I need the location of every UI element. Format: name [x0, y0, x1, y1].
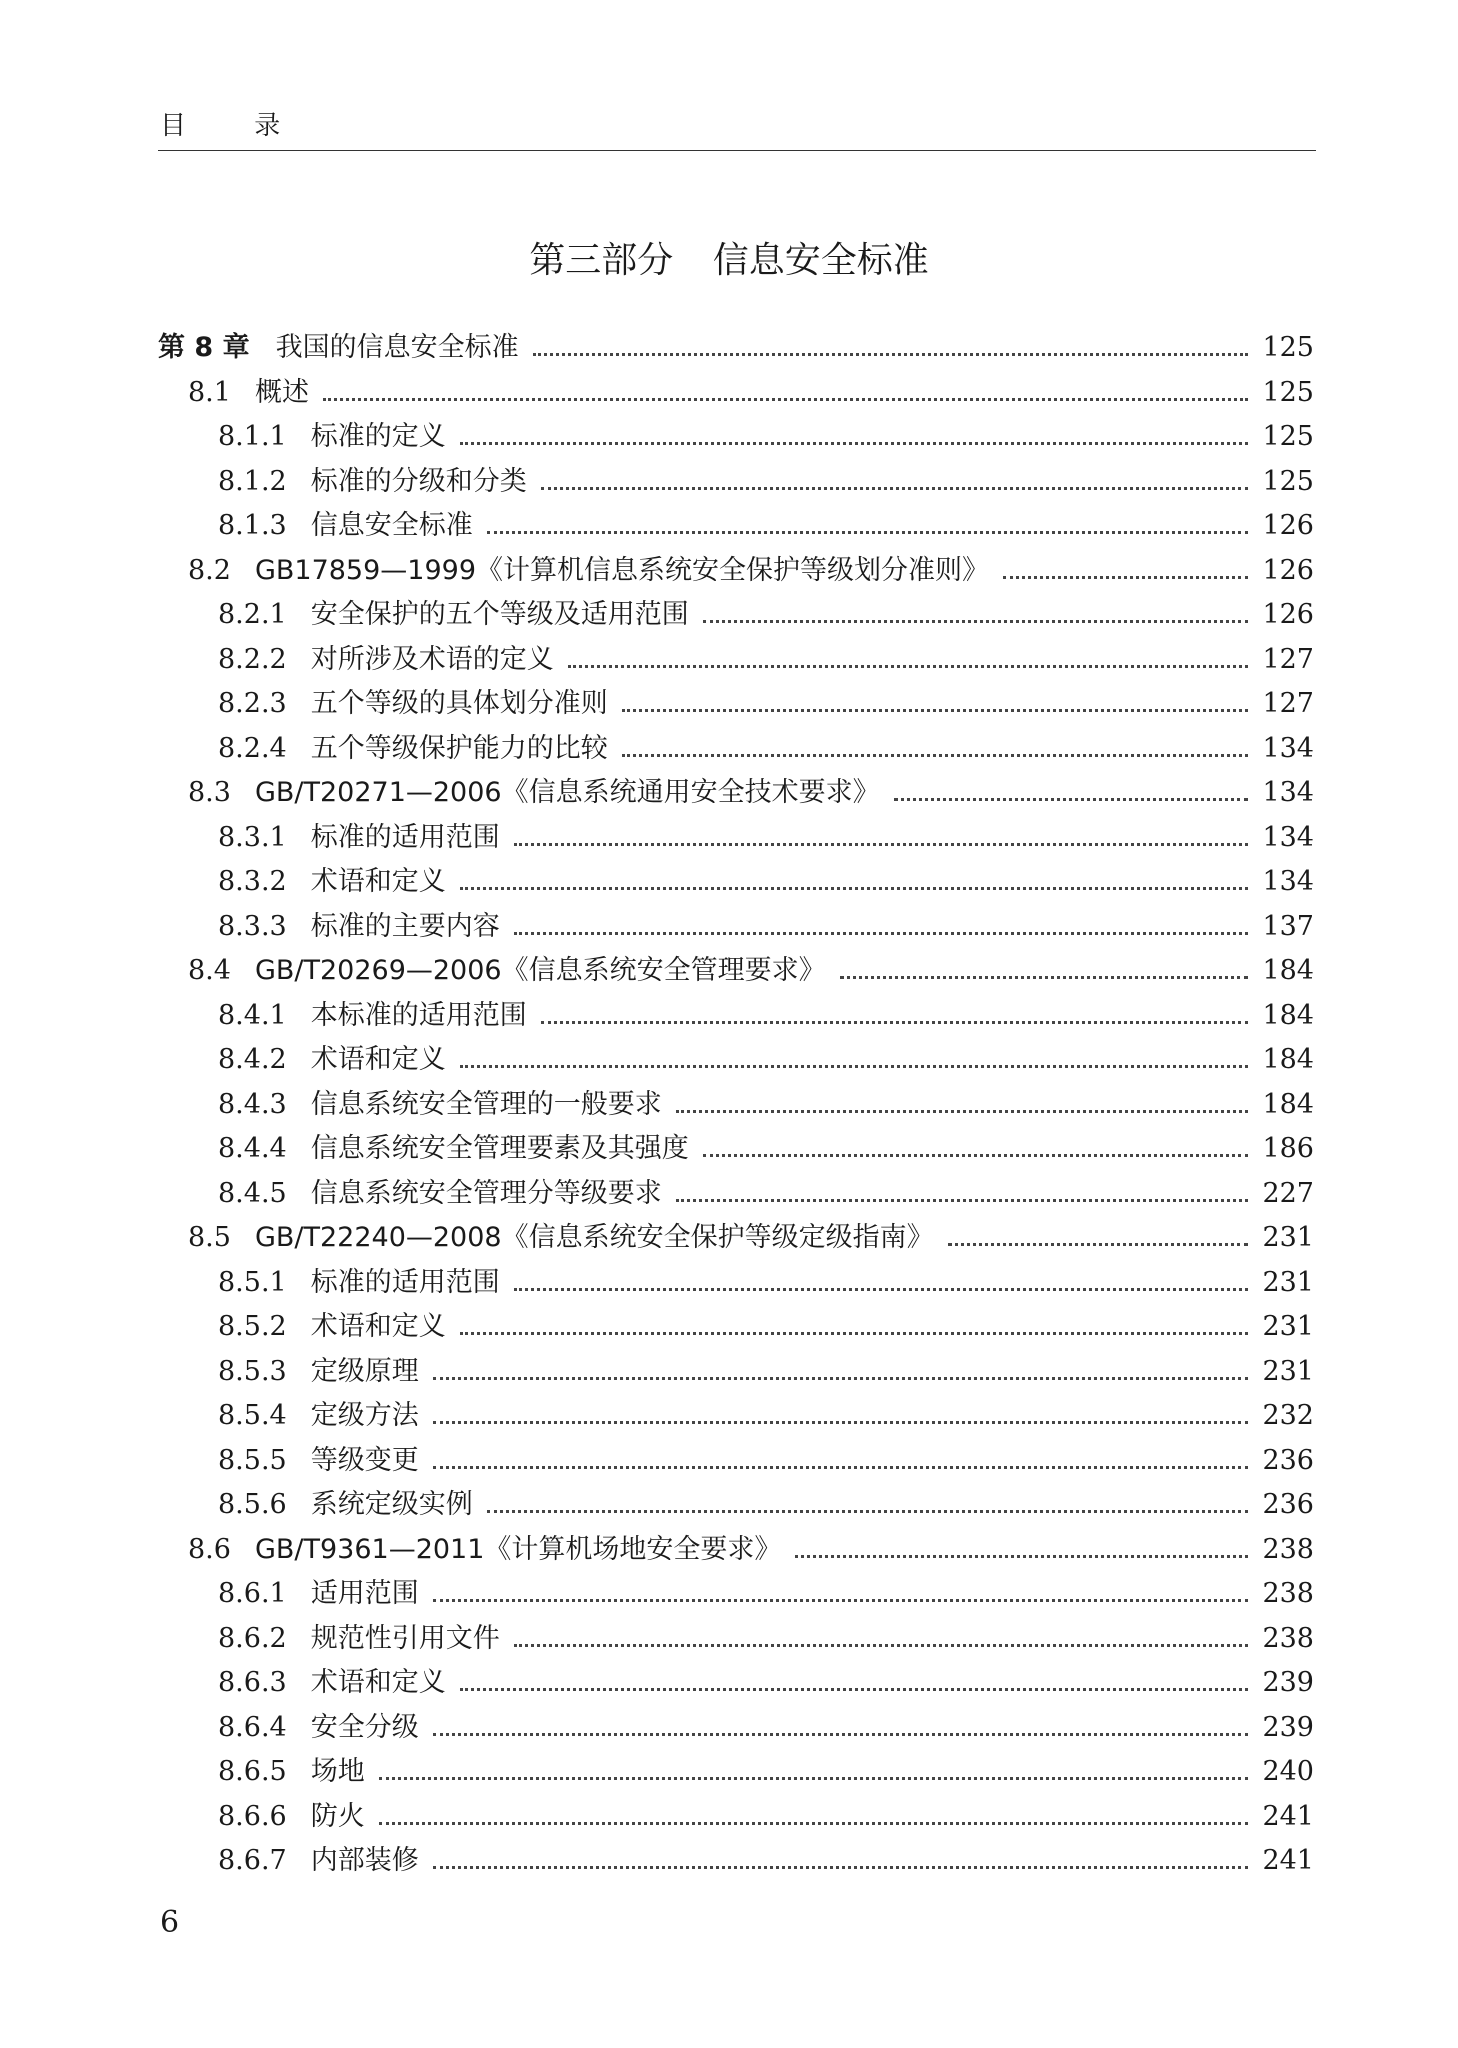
- toc-entry-number: 8.6.5: [218, 1756, 287, 1787]
- toc-entry-title: GB/T22240—2008《信息系统安全保护等级定级指南》: [254, 1222, 934, 1253]
- toc-entry-title: 防火: [310, 1800, 365, 1832]
- toc-entry-number: 第 8 章: [158, 332, 250, 363]
- toc-entry[interactable]: [158, 815, 1314, 860]
- toc-leader-dots: [460, 887, 1249, 890]
- toc-entry-title: 安全分级: [310, 1711, 419, 1743]
- toc-leader-dots: [541, 1021, 1249, 1024]
- toc-entry-title: 标准的定义: [310, 421, 446, 452]
- toc-entry-title: 信息系统安全管理要素及其强度: [310, 1133, 689, 1164]
- toc-leader-dots: [622, 709, 1249, 712]
- toc-entry[interactable]: [158, 770, 1314, 815]
- toc-entry-title: 标准的适用范围: [310, 821, 500, 853]
- toc-entry-title: 标准的分级和分类: [310, 465, 527, 497]
- toc-leader-dots: [894, 798, 1249, 801]
- toc-entry-page: 238: [1262, 1622, 1314, 1654]
- toc-entry-page: 241: [1262, 1845, 1314, 1876]
- toc-entry-title: 标准的适用范围: [310, 1266, 500, 1298]
- toc-entry-page: 184: [1262, 1044, 1314, 1075]
- toc-entry[interactable]: [158, 1838, 1314, 1883]
- toc-entry-title: 对所涉及术语的定义: [310, 643, 554, 675]
- toc-entry-page: 241: [1262, 1800, 1314, 1832]
- toc-leader-dots: [379, 1777, 1249, 1780]
- toc-entry-page: 231: [1262, 1222, 1314, 1253]
- toc-entry-number: 8.1.1: [218, 421, 287, 452]
- toc-entry[interactable]: [158, 948, 1314, 993]
- toc-entry-number: 8.1.3: [218, 510, 287, 541]
- toc-entry-page: 134: [1262, 821, 1314, 853]
- toc-entry[interactable]: [158, 459, 1314, 504]
- toc-entry-number: 8.5.1: [218, 1266, 287, 1298]
- toc-entry[interactable]: [158, 859, 1314, 904]
- toc-entry-title: 信息安全标准: [310, 510, 473, 541]
- toc-entry-page: 134: [1262, 866, 1314, 897]
- toc-entry-number: 8.6.2: [218, 1622, 287, 1654]
- toc-entry-title: 术语和定义: [310, 1667, 446, 1698]
- toc-entry[interactable]: [158, 414, 1314, 459]
- toc-entry[interactable]: [158, 1037, 1314, 1082]
- toc-entry[interactable]: [158, 1571, 1314, 1616]
- toc-entry-title: GB/T20271—2006《信息系统通用安全技术要求》: [254, 777, 880, 808]
- toc-entry[interactable]: [158, 681, 1314, 726]
- toc-leader-dots: [433, 1866, 1249, 1869]
- toc-entry-number: 8.4.1: [218, 999, 287, 1031]
- toc-leader-dots: [568, 665, 1249, 668]
- toc-entry-page: 184: [1262, 1088, 1314, 1120]
- toc-entry-title: 概述: [254, 376, 309, 408]
- toc-entry-number: 8.3.1: [218, 821, 287, 853]
- toc-entry-number: 8.6.6: [218, 1800, 287, 1832]
- toc-leader-dots: [514, 1644, 1249, 1647]
- toc-entry-title: GB17859—1999《计算机信息系统安全保护等级划分准则》: [254, 554, 990, 586]
- toc-entry[interactable]: [158, 1260, 1314, 1305]
- toc-leader-dots: [703, 1154, 1249, 1157]
- toc-leader-dots: [460, 1065, 1249, 1068]
- toc-entry-title: 术语和定义: [310, 1311, 446, 1342]
- toc-entry-page: 232: [1262, 1400, 1314, 1431]
- toc-entry-number: 8.5.4: [218, 1400, 287, 1431]
- toc-entry[interactable]: [158, 1349, 1314, 1394]
- toc-entry-number: 8.4.5: [218, 1177, 287, 1209]
- running-header: 目 录: [160, 111, 311, 141]
- toc-leader-dots: [1003, 576, 1248, 579]
- toc-entry[interactable]: [158, 1616, 1314, 1661]
- toc-entry[interactable]: [158, 637, 1314, 682]
- toc-leader-dots: [323, 398, 1249, 401]
- toc-entry[interactable]: [158, 726, 1314, 771]
- toc-entry-page: 238: [1262, 1578, 1314, 1609]
- page-number: 6: [160, 1905, 180, 1940]
- toc-entry[interactable]: [158, 1126, 1314, 1171]
- toc-entry-page: 227: [1262, 1177, 1314, 1209]
- toc-entry-title: 五个等级的具体划分准则: [310, 688, 608, 719]
- toc-entry-number: 8.6.7: [218, 1845, 287, 1876]
- toc-entry-page: 134: [1262, 732, 1314, 764]
- toc-entry-title: 定级原理: [310, 1355, 419, 1387]
- toc-entry-number: 8.2.4: [218, 732, 287, 764]
- toc-leader-dots: [795, 1555, 1248, 1558]
- toc-entry[interactable]: [158, 548, 1314, 593]
- toc-entry-number: 8.5.2: [218, 1311, 287, 1342]
- toc-entry-number: 8.6: [188, 1533, 231, 1565]
- toc-entry-page: 125: [1262, 465, 1314, 497]
- toc-entry-title: 五个等级保护能力的比较: [310, 732, 608, 764]
- table-of-contents: [158, 325, 1314, 1883]
- toc-entry-page: 125: [1262, 332, 1314, 363]
- header-rule: [158, 150, 1316, 151]
- toc-entry-title: 术语和定义: [310, 866, 446, 897]
- toc-entry-page: 239: [1262, 1667, 1314, 1698]
- toc-entry-page: 186: [1262, 1133, 1314, 1164]
- toc-entry-number: 8.1.2: [218, 465, 287, 497]
- toc-entry-page: 236: [1262, 1444, 1314, 1476]
- toc-entry[interactable]: [158, 1304, 1314, 1349]
- toc-leader-dots: [840, 976, 1249, 979]
- toc-leader-dots: [433, 1599, 1249, 1602]
- toc-leader-dots: [514, 932, 1249, 935]
- toc-leader-dots: [379, 1822, 1249, 1825]
- toc-entry-title: 等级变更: [310, 1444, 419, 1476]
- toc-entry-number: 8.2.2: [218, 643, 287, 675]
- toc-leader-dots: [676, 1110, 1249, 1113]
- toc-entry-page: 236: [1262, 1489, 1314, 1520]
- toc-entry-page: 231: [1262, 1311, 1314, 1342]
- toc-leader-dots: [433, 1421, 1249, 1424]
- toc-entry-number: 8.5.3: [218, 1355, 287, 1387]
- toc-entry-number: 8.2.1: [218, 599, 287, 630]
- toc-entry-title: 场地: [310, 1756, 365, 1787]
- toc-entry-number: 8.4.3: [218, 1088, 287, 1120]
- toc-entry-title: 信息系统安全管理分等级要求: [310, 1177, 662, 1209]
- part-title: 第三部分 信息安全标准: [529, 240, 929, 281]
- toc-entry[interactable]: [158, 904, 1314, 949]
- toc-entry-number: 8.6.4: [218, 1711, 287, 1743]
- toc-entry-title: 安全保护的五个等级及适用范围: [310, 599, 689, 630]
- toc-leader-dots: [533, 353, 1249, 356]
- toc-entry-title: 标准的主要内容: [310, 910, 500, 942]
- toc-entry[interactable]: [158, 1749, 1314, 1794]
- toc-entry-page: 231: [1262, 1266, 1314, 1298]
- toc-entry-title: 定级方法: [310, 1400, 419, 1431]
- toc-entry[interactable]: [158, 370, 1314, 415]
- toc-entry-title: GB/T20269—2006《信息系统安全管理要求》: [254, 955, 826, 986]
- toc-entry[interactable]: [158, 1660, 1314, 1705]
- toc-entry-number: 8.1: [188, 376, 231, 408]
- toc-leader-dots: [622, 754, 1249, 757]
- toc-entry-number: 8.4.4: [218, 1133, 287, 1164]
- toc-entry[interactable]: [158, 1438, 1314, 1483]
- toc-leader-dots: [487, 1510, 1249, 1513]
- toc-leader-dots: [487, 531, 1249, 534]
- toc-entry-number: 8.5.5: [218, 1444, 287, 1476]
- toc-entry-title: 术语和定义: [310, 1044, 446, 1075]
- toc-entry-page: 240: [1262, 1756, 1314, 1787]
- toc-entry-page: 231: [1262, 1355, 1314, 1387]
- toc-entry-page: 137: [1262, 910, 1314, 942]
- toc-leader-dots: [433, 1377, 1249, 1380]
- toc-entry[interactable]: [158, 1482, 1314, 1527]
- toc-leader-dots: [514, 843, 1249, 846]
- toc-entry-title: GB/T9361—2011《计算机场地安全要求》: [254, 1533, 782, 1565]
- toc-leader-dots: [460, 442, 1249, 445]
- toc-entry-number: 8.4.2: [218, 1044, 287, 1075]
- toc-entry[interactable]: [158, 592, 1314, 637]
- toc-entry-page: 127: [1262, 643, 1314, 675]
- toc-entry-number: 8.4: [188, 955, 231, 986]
- toc-entry-title: 信息系统安全管理的一般要求: [310, 1088, 662, 1120]
- toc-entry-number: 8.6.1: [218, 1578, 287, 1609]
- toc-leader-dots: [433, 1733, 1249, 1736]
- toc-entry[interactable]: [158, 1215, 1314, 1260]
- toc-leader-dots: [541, 487, 1249, 490]
- toc-entry-number: 8.3.2: [218, 866, 287, 897]
- toc-entry-page: 125: [1262, 421, 1314, 452]
- toc-leader-dots: [676, 1199, 1249, 1202]
- toc-leader-dots: [460, 1332, 1249, 1335]
- toc-leader-dots: [460, 1688, 1249, 1691]
- toc-entry-title: 内部装修: [310, 1845, 419, 1876]
- toc-entry-page: 238: [1262, 1533, 1314, 1565]
- toc-entry-page: 134: [1262, 777, 1314, 808]
- toc-leader-dots: [703, 620, 1249, 623]
- toc-entry-title: 系统定级实例: [310, 1489, 473, 1520]
- toc-entry[interactable]: [158, 1171, 1314, 1216]
- toc-entry[interactable]: [158, 1527, 1314, 1572]
- toc-entry-title: 适用范围: [310, 1578, 419, 1609]
- toc-entry[interactable]: [158, 1705, 1314, 1750]
- toc-entry-number: 8.2.3: [218, 688, 287, 719]
- toc-entry-title: 我国的信息安全标准: [275, 332, 519, 363]
- toc-entry-number: 8.6.3: [218, 1667, 287, 1698]
- toc-entry[interactable]: [158, 503, 1314, 548]
- toc-entry-number: 8.3: [188, 777, 231, 808]
- toc-entry[interactable]: [158, 1393, 1314, 1438]
- toc-entry-page: 184: [1262, 999, 1314, 1031]
- toc-entry[interactable]: [158, 1794, 1314, 1839]
- toc-entry[interactable]: [158, 993, 1314, 1038]
- toc-entry-page: 127: [1262, 688, 1314, 719]
- toc-entry-title: 规范性引用文件: [310, 1622, 500, 1654]
- toc-entry-number: 8.5.6: [218, 1489, 287, 1520]
- toc-leader-dots: [433, 1466, 1249, 1469]
- toc-entry-page: 239: [1262, 1711, 1314, 1743]
- toc-entry-number: 8.3.3: [218, 910, 287, 942]
- toc-entry-page: 125: [1262, 376, 1314, 408]
- toc-entry-page: 126: [1262, 510, 1314, 541]
- toc-leader-dots: [948, 1243, 1249, 1246]
- toc-entry[interactable]: [158, 1082, 1314, 1127]
- toc-leader-dots: [514, 1288, 1249, 1291]
- toc-entry-page: 126: [1262, 554, 1314, 586]
- toc-entry-number: 8.5: [188, 1222, 231, 1253]
- toc-entry[interactable]: [158, 325, 1314, 370]
- toc-entry-page: 126: [1262, 599, 1314, 630]
- toc-entry-title: 本标准的适用范围: [310, 999, 527, 1031]
- toc-entry-number: 8.2: [188, 554, 231, 586]
- toc-entry-page: 184: [1262, 955, 1314, 986]
